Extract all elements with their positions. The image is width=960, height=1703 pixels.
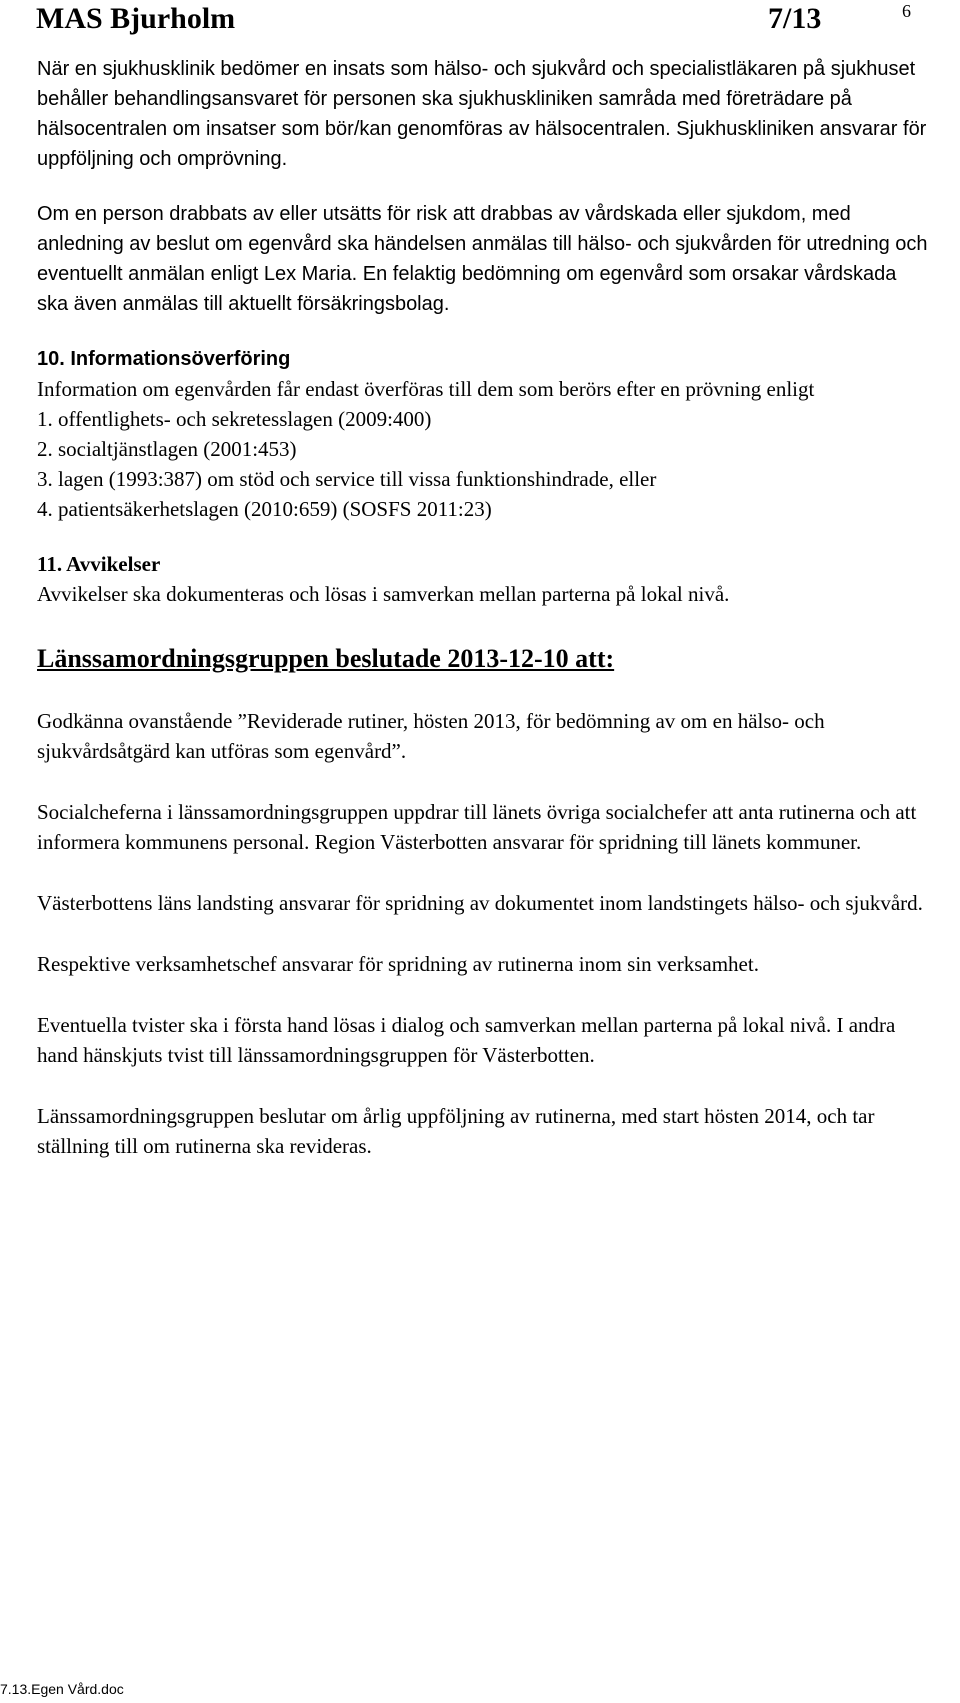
decision-paragraph: Respektive verksamhetschef ansvarar för spridning av rutinerna inom sin verksamhet.: [37, 952, 759, 976]
header-page-of: 7/13: [768, 2, 822, 35]
list-item: 3. lagen (1993:387) om stöd och service till vissa funktionshindrade, eller: [37, 467, 657, 491]
decision-heading: Länssamordningsgruppen beslutade 2013-12-10 att:: [37, 644, 615, 673]
list-item: 4. patientsäkerhetslagen (2010:659) (SOSFS 2011:23): [37, 497, 492, 521]
decision-paragraph: Godkänna ovanstående ”Reviderade rutiner, hösten 2013, för bedömning av om en hälso- och sjukvårdsåtgärd kan utföras som egenvård”.: [37, 709, 825, 763]
decision-paragraph: Västerbottens läns landsting ansvarar för spridning av dokumentet inom landstingets hälso- och sjukvård.: [37, 891, 923, 915]
section-11-text: Avvikelser ska dokumenteras och lösas i samverkan mellan parterna på lokal nivå.: [37, 582, 730, 606]
footer-filename: 7.13.Egen Vård.doc: [0, 1681, 124, 1697]
document-body: [37, 54, 932, 1161]
paragraph-intro: När en sjukhusklinik bedömer en insats som hälso- och sjukvård och specialistläkaren på sjukhuset behåller behandlingsansvaret för personen ska sjukhuskliniken samråda med företrädare på hälsocentralen om insatser som bör/kan genomföras av hälsocentralen. Sjukhuskliniken ansvarar för uppföljning och omprövning.: [37, 58, 927, 170]
list-item: 2. socialtjänstlagen (2001:453): [37, 437, 297, 461]
section-10-heading: 10. Informationsöverföring: [37, 348, 291, 370]
decision-paragraph: Socialcheferna i länssamordningsgruppen uppdrar till länets övriga socialchefer att anta rutinerna och att informera kommunens personal. Region Västerbotten ansvarar för spridning till länets kommuner.: [37, 800, 917, 854]
decision-paragraph: Eventuella tvister ska i första hand lösas i dialog och samverkan mellan parterna på lokal nivå. I andra hand hänskjuts tvist till länssamordningsgruppen för Västerbotten.: [37, 1013, 896, 1067]
section-10-list: [37, 404, 932, 524]
decision-paragraph: Länssamordningsgruppen beslutar om årlig uppföljning av rutinerna, med start hösten 2014, och tar ställning till om rutinerna ska revideras.: [37, 1104, 875, 1158]
section-10-intro: Information om egenvården får endast överföras till dem som berörs efter en prövning enligt: [37, 377, 815, 401]
paragraph-vardskada: Om en person drabbats av eller utsätts för risk att drabbas av vårdskada eller sjukdom, med anledning av beslut om egenvård ska händelsen anmälas till hälso- och sjukvården för utredning och eventuellt anmälan enligt Lex Maria. En felaktig bedömning om egenvård som orsakar vårdskada ska även anmälas till aktuellt försäkringsbolag.: [37, 203, 928, 315]
header-title: MAS Bjurholm: [36, 2, 236, 35]
section-11-heading: 11. Avvikelser: [37, 552, 161, 576]
page-number: 6: [902, 1, 911, 21]
list-item: 1. offentlighets- och sekretesslagen (2009:400): [37, 407, 432, 431]
